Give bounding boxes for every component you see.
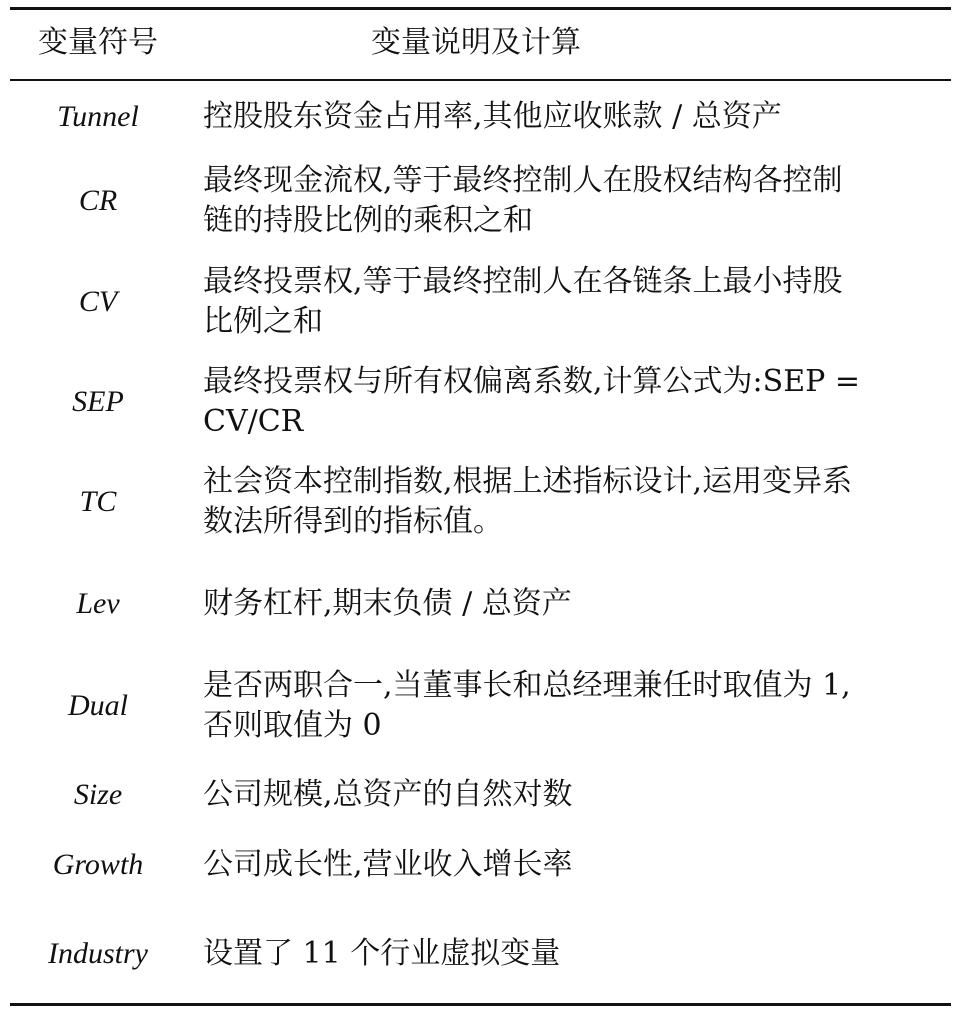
- variable-symbol: Industry: [48, 937, 148, 970]
- variable-description: 控股股东资金占用率,其他应收账款 / 总资产: [203, 99, 782, 134]
- variable-symbol: Size: [73, 778, 123, 811]
- variable-symbol: SEP: [72, 385, 124, 418]
- variable-description: 最终现金流权,等于最终控制人在股权结构各控制 链的持股比例的乘积之和: [203, 163, 843, 238]
- variable-symbol: Dual: [68, 689, 128, 722]
- variable-symbol: Tunnel: [57, 100, 139, 133]
- variable-description: 社会资本控制指数,根据上述指标设计,运用变异系 数法所得到的指标值。: [203, 464, 853, 539]
- variable-symbol: Lev: [76, 587, 120, 620]
- variable-symbol: Growth: [52, 848, 144, 881]
- variable-description: 是否两职合一,当董事长和总经理兼任时取值为 1, 否则取值为 0: [203, 668, 851, 743]
- variable-description: 最终投票权,等于最终控制人在各链条上最小持股 比例之和: [203, 264, 843, 339]
- variable-description: 最终投票权与所有权偏离系数,计算公式为:SEP = CV/CR: [203, 364, 860, 439]
- header-symbol: 变量符号: [38, 25, 158, 60]
- variable-description: 公司成长性,营业收入增长率: [203, 847, 573, 882]
- variable-symbol: CV: [78, 285, 118, 318]
- table-top-rule: [10, 7, 951, 10]
- variable-description: 公司规模,总资产的自然对数: [203, 777, 573, 812]
- variable-description: 财务杠杆,期末负债 / 总资产: [203, 586, 572, 621]
- variable-description: 设置了 11 个行业虚拟变量: [203, 936, 561, 971]
- header-description: 变量说明及计算: [371, 25, 581, 60]
- table-header-rule: [10, 79, 951, 81]
- table-bottom-rule: [10, 1003, 951, 1006]
- variable-symbol: TC: [79, 485, 117, 518]
- variable-symbol: CR: [78, 184, 118, 217]
